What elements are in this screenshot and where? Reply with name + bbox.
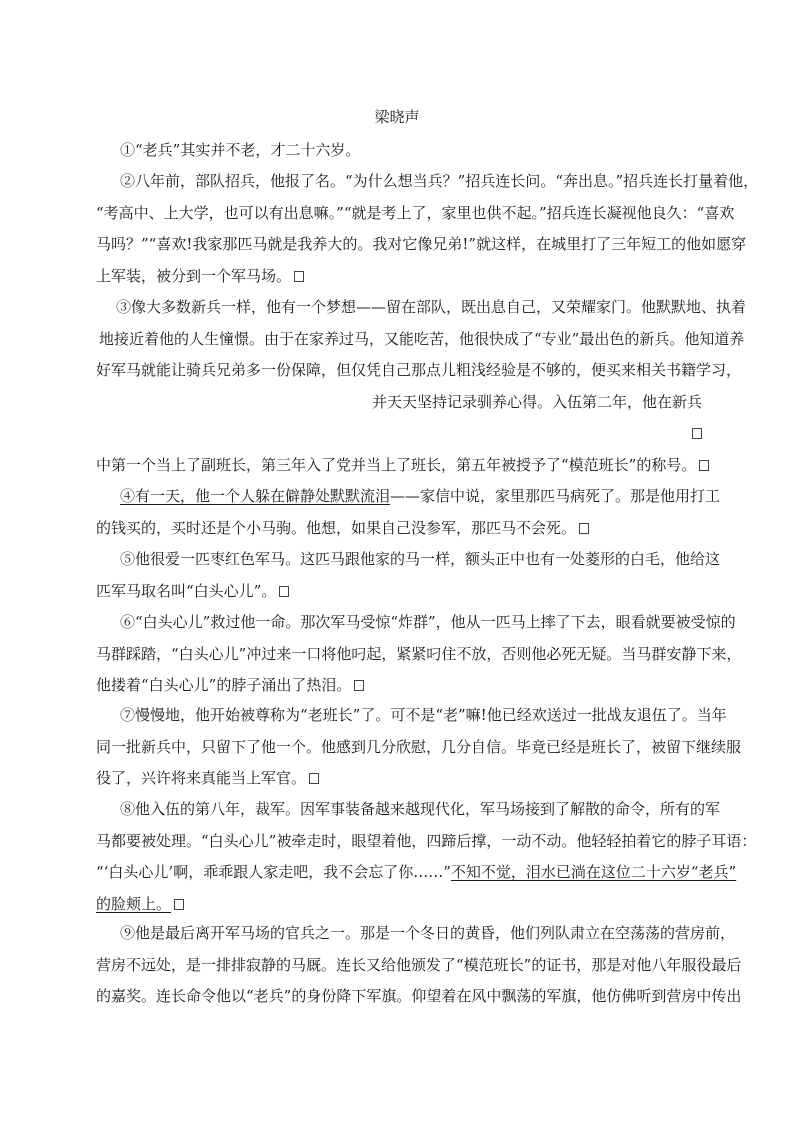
- text-line: ⑨他是最后离开军马场的官兵之一。那是一个冬日的黄昏，他们列队肃立在空荡荡的营房前，: [120, 924, 736, 942]
- text-line: 马吗？”“喜欢!我家那匹马就是我养大的。我对它像兄弟!”就这样，在城里打了三年短工的他如愿穿: [96, 235, 747, 253]
- text-line: 地接近着他的人生憧憬。由于在家养过马，又能吃苦，他很快成了“专业”最出色的新兵。他知道养: [99, 329, 745, 348]
- paragraph-9: [96, 918, 742, 1013]
- placeholder-box-icon: [294, 271, 304, 282]
- placeholder-box-icon: [174, 899, 184, 910]
- text-segment: 匹军马取名叫“白头心儿”。: [96, 581, 277, 600]
- paragraph-5: [96, 544, 721, 607]
- underlined-text: 的脸颊上。: [96, 894, 172, 913]
- text-line: 好军马就能让骑兵兄弟多一份保障，但仅凭自己那点儿粗浅经验是不够的，便买来相关书籍学习，: [96, 361, 742, 379]
- text-line: ⑦慢慢地，他开始被尊称为“老班长”了。可不是“老”嘛!他已经欢送过一批战友退伍了。当年: [120, 706, 727, 724]
- placeholder-box-icon: [699, 460, 709, 471]
- text-segment: “‘白头心儿’啊，乖乖跟人家走吧，我不会忘了你……”: [96, 863, 451, 881]
- author-name: 梁晓声: [374, 108, 420, 126]
- text-line: ②八年前，部队招兵，他报了名。“为什么想当兵？”招兵连长问。“奔出息。”招兵连长打量着他，: [120, 172, 759, 190]
- text-line: [96, 261, 702, 293]
- text-line: ③像大多数新兵一样，他有一个梦想——留在部队，既出息自己，又荣耀家门。他默默地、执着: [116, 298, 747, 316]
- text-line: 马都要被处理。“白头心儿”被牵走时，眼望着他，四蹄后撑，一动不动。他轻轻拍着它的脖子耳语：: [96, 831, 757, 850]
- placeholder-box-icon: [279, 586, 289, 597]
- paragraph-1: [96, 135, 702, 167]
- underlined-text: 不知不觉，泪水已淌在这位二十六岁“老兵”: [450, 863, 737, 881]
- text-line: ⑧他入伍的第八年，裁军。因军事装备越来越现代化，军马场接到了解散的命令，所有的军: [120, 800, 721, 818]
- text-line: 并天天坚持记录驯养心得。入伍第二年，他在新兵: [371, 392, 702, 411]
- text-line: [96, 889, 702, 921]
- text-line: “考高中、上大学，也可以有出息嘛。”“就是考上了，家里也供不起。”招兵连长凝视他良久：“喜欢: [96, 203, 735, 222]
- text-line: [96, 857, 737, 889]
- paragraph-7: [96, 700, 742, 795]
- text-segment: 役了，兴许将来真能当上军官。: [96, 769, 307, 787]
- text-line: [96, 450, 702, 482]
- text-segment: 中第一个当上了副班长，第三年入了党并当上了班长，第五年被授予了“模范班长”的称号。: [96, 455, 697, 474]
- text-segment: 的钱买的，买时还是个小马驹。他想，如果自己没参军，那匹马不会死。: [96, 518, 577, 537]
- text-line: [96, 763, 702, 795]
- text-line: 的嘉奖。连长命令他以“老兵”的身份降下军旗。仰望着在风中飘荡的军旗，他仿佛听到营房中传出: [96, 987, 742, 1005]
- paragraph-2: [96, 166, 759, 292]
- text-line: 马群踩踏，“白头心儿”冲过来一口将他叼起，紧紧叼住不放，否则他必死无疑。当马群安静下来，: [96, 644, 742, 663]
- text-segment: ——家信中说，家里那匹马病死了。那是他用打工: [390, 487, 721, 505]
- text-line: [96, 513, 702, 545]
- text-line: [96, 576, 702, 608]
- text-line: ⑤他很爱一匹枣红色军马。这匹马跟他家的马一样，额头正中也有一处菱形的白毛，他给这: [120, 550, 721, 568]
- text-segment: 上军装，被分到一个军马场。: [96, 266, 292, 285]
- placeholder-box-icon: [354, 680, 364, 691]
- text-line: [96, 670, 702, 702]
- placeholder-box-icon: [692, 428, 702, 439]
- text-segment: 他搂着“白头心儿”的脖子涌出了热泪。: [96, 676, 352, 694]
- paragraph-3: [96, 292, 747, 481]
- paragraph-4: [96, 481, 721, 544]
- underlined-text: ④有一天，他一个人躲在僻静处默默流泪: [120, 487, 391, 505]
- placeholder-box-icon: [309, 773, 319, 784]
- text-line: 同一批新兵中，只留下了他一个。他感到几分欣慰，几分自信。毕竟已经是班长了，被留下继续服: [96, 737, 742, 756]
- placeholder-box-icon: [579, 523, 589, 534]
- text-line: [96, 418, 702, 450]
- text-line: ①“老兵”其实并不老，才二十六岁。: [120, 141, 361, 159]
- text-line: [96, 481, 721, 513]
- paragraph-6: [96, 607, 742, 702]
- text-line: ⑥“白头心儿”救过他一命。那次军马受惊“炸群”，他从一匹马上摔了下去，眼看就要被受惊的: [120, 613, 736, 631]
- text-line: 营房不远处，是一排排寂静的马厩。连长又给他颁发了“模范班长”的证书，那是对他八年服役最后: [96, 955, 742, 974]
- paragraph-8: [96, 794, 757, 920]
